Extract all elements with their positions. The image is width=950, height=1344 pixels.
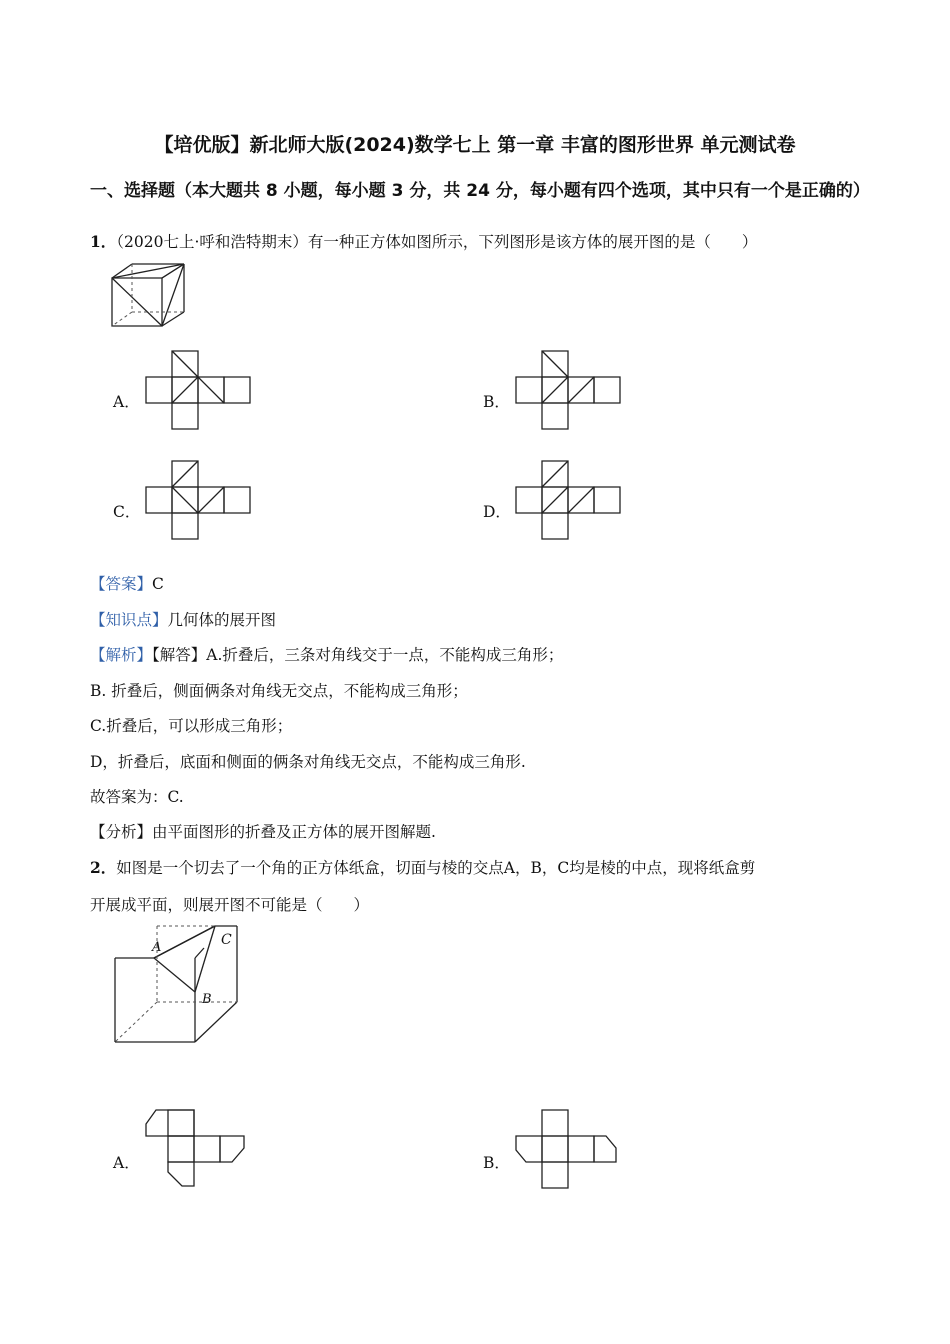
q1-option-c-net[interactable] bbox=[144, 460, 254, 542]
question-1 bbox=[90, 230, 757, 252]
q2-option-b-label[interactable]: B． bbox=[483, 1154, 510, 1172]
cube-diagonal-front bbox=[112, 278, 162, 326]
section-heading: 一、选择题（本大题共 8 小题，每小题 3 分，共 24 分，每小题有四个选项，其中只有一个是正确的） bbox=[90, 181, 870, 201]
q1-option-b-label[interactable]: B． bbox=[483, 393, 510, 411]
q1-analysis-line-4: D，折叠后，底面和侧面的俩条对角线无交点，不能构成三角形. bbox=[90, 753, 526, 771]
q1-option-a-label[interactable]: A． bbox=[113, 393, 140, 411]
question-2-text-2: 开展成平面，则展开图不可能是（ ） bbox=[90, 896, 370, 914]
knowledge-tag: 【知识点】 bbox=[90, 611, 168, 629]
q1-cube-figure bbox=[110, 262, 190, 330]
question-2-text-1: 如图是一个切去了一个角的正方体纸盒，切面与棱的交点A，B，C均是棱的中点，现将纸盒剪 bbox=[116, 859, 756, 877]
q1-analysis-line-3: C.折叠后，可以形成三角形； bbox=[90, 717, 293, 735]
q2-option-b-net[interactable] bbox=[514, 1108, 620, 1190]
answer-tag: 【答案】 bbox=[90, 575, 153, 593]
analysis-tag: 【解析】 bbox=[90, 646, 153, 664]
answer-value: C bbox=[152, 575, 164, 593]
question-1-text: （2020七上·呼和浩特期末）有一种正方体如图所示，下列图形是该方体的展开图的是（ ） bbox=[116, 233, 758, 251]
q2-option-a-net[interactable] bbox=[144, 1108, 250, 1190]
q2-cut-cube-figure bbox=[110, 922, 245, 1047]
q1-option-c-label[interactable]: C． bbox=[113, 503, 141, 521]
q1-option-d-net[interactable] bbox=[514, 460, 624, 542]
q1-analysis-line-2: B. 折叠后，侧面俩条对角线无交点，不能构成三角形； bbox=[90, 682, 468, 700]
question-2-number: 2． bbox=[90, 858, 117, 877]
q1-analysis-line-1: 【解析】【解答】A.折叠后，三条对角线交于一点，不能构成三角形； bbox=[90, 646, 564, 664]
knowledge-value: 几何体的展开图 bbox=[167, 611, 277, 629]
q1-analysis-line-6: 【分析】由平面图形的折叠及正方体的展开图解题. bbox=[90, 823, 436, 841]
q2-option-a-label[interactable]: A． bbox=[113, 1154, 140, 1172]
q1-option-d-label[interactable]: D． bbox=[483, 503, 511, 521]
cube-diagonal-side bbox=[162, 264, 184, 326]
q1-answer bbox=[90, 572, 164, 594]
label-c: C bbox=[221, 932, 232, 948]
q1-analysis-line-5: 故答案为：C. bbox=[90, 788, 184, 806]
q1-option-a-net[interactable] bbox=[144, 350, 254, 432]
question-2 bbox=[90, 856, 755, 878]
page-title: 【培优版】新北师大版(2024)数学七上 第一章 丰富的图形世界 单元测试卷 bbox=[154, 134, 796, 156]
q1-knowledge bbox=[90, 608, 276, 630]
label-b: B bbox=[202, 992, 212, 1007]
label-a: A bbox=[152, 940, 162, 955]
question-1-number: 1． bbox=[90, 232, 117, 251]
q1-option-b-net[interactable] bbox=[514, 350, 624, 432]
